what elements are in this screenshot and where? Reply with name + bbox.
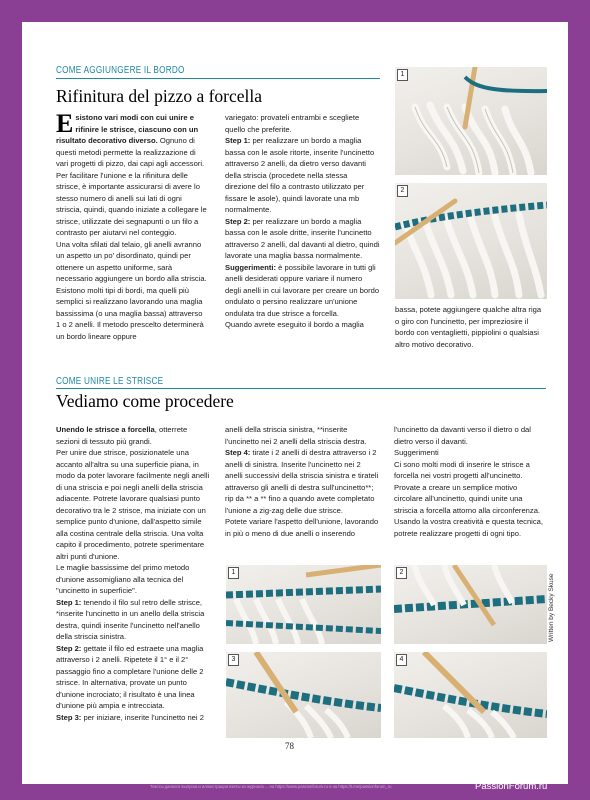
paragraph: variegato: provateli entrambi e scegliete quello che preferite.: [225, 113, 360, 134]
section2-column-1: [56, 424, 211, 723]
author-credit: Written by Becky Skuse: [548, 573, 555, 642]
section2-column-2: [225, 424, 380, 539]
paragraph: Per facilitare l'unione e la rifinitura delle strisce, è importante assicurarsi di avere lo stesso numero di anelli sui lati di ogni striscia, quindi, quando iniziate a collegare le strisce, utilizzate dei segnapunti o un filo a contrasto per aiutarvi nel conteggio.: [56, 170, 207, 237]
lead-bold: sistono vari modi con cui unire e rifinire le strisce, ciascuno con un risultato decorativo diverso.: [56, 113, 199, 145]
step-number-badge: 4: [396, 654, 407, 666]
step-number-badge: 3: [228, 654, 239, 666]
section1-rule: [56, 78, 380, 79]
tips-text: è possibile lavorare in tutti gli anelli desiderati oppure variare il numero degli anelli in cui lavorare per creare un bordo ondulato o persino realizzare un'unione ondulata tra due strisce a forcella.: [225, 262, 380, 318]
photo-step-1: [395, 67, 547, 175]
step-label: Step 1:: [225, 136, 251, 145]
join-illustration: [226, 652, 381, 738]
hairpin-lace-illustration: [395, 67, 547, 175]
paragraph: bassa, potete aggiungere qualche altra riga o giro con l'uncinetto, per impreziosire il bordo con ventaglietti, pippiolini o qualsiasi altro motivo decorativo.: [395, 305, 542, 349]
step-text: per realizzare un bordo a maglia bassa con le asole ritorte, inserite l'uncinetto attraverso 2 anelli, da dietro verso davanti della striscia (procedete nella stessa direzione del filo a contrasto utilizzato per fissare le asole), quindi lavorate una mb normalmente.: [225, 136, 375, 214]
step-text: per iniziare, inserite l'uncinetto nei 2: [81, 712, 204, 722]
paragraph: Una volta sfilati dal telaio, gli anelli avranno un aspetto un po' disordinato, quindi per ottenere un aspetto uniforme, sarà necessario aggiungere un bordo alla striscia. Esistono molti tipi di bordi, ma quelli più semplici si realizzano lavorando una maglia bassissima (o una maglia bassa) attraverso 1 o 2 anelli. Il metodo prescelto determinerà un bordo lineare oppure: [56, 239, 207, 341]
paragraph: Quando avrete eseguito il bordo a maglia: [225, 320, 364, 329]
brand-watermark[interactable]: PassionForum.ru: [475, 781, 548, 792]
lead-text: Ognuno di questi metodi permette la realizzazione di vari progetti di pizzo, dai capi agli accessori.: [56, 136, 205, 168]
section2-kicker: COME UNIRE LE STRISCE: [56, 375, 164, 387]
step-label: Step 3:: [56, 712, 82, 722]
section1-kicker: COME AGGIUNGERE IL BORDO: [56, 64, 185, 76]
section2-rule: [56, 388, 546, 389]
dropcap: E: [56, 109, 74, 138]
step-text: gettate il filo ed estraete una maglia attraverso i 2 anelli. Ripetete il 1° e il 2° passaggio fino a completare l'unione delle 2 strisce. In alternativa, provate un punto d'unione incrociato; il risultato è una linea d'unione più ampia e intrecciata.: [56, 643, 204, 710]
page-number: 78: [285, 741, 294, 751]
tips-label: Suggerimenti: [394, 448, 439, 457]
paragraph: l'uncinetto da davanti verso il dietro o dal dietro verso il davanti.: [394, 425, 531, 446]
step-number-badge: 1: [397, 69, 408, 81]
step-text: tirate i 2 anelli di destra attraverso i 2 anelli di sinistra. Inserite l'uncinetto nei 2 anelli successivi della striscia sinistra e tirateli attraverso gli anelli di destra sull'uncinetto**; rip da ** a ** fino a quando avete completato l'unione a zig-zag delle due strisce.: [225, 448, 379, 515]
section2-column-3: [394, 424, 547, 539]
photo-join-step-2: [394, 565, 547, 644]
step-number-badge: 2: [396, 567, 407, 579]
paragraph: anelli della striscia sinistra, **inserite l'uncinetto nei 2 anelli della striscia destra.: [225, 425, 367, 446]
step-text: per realizzare un bordo a maglia bassa con le asole dritte, inserite l'uncinetto attraverso 2 anelli, dal davanti al dietro, quindi lavorate una maglia bassa normalmente.: [225, 216, 380, 260]
section1-column-1: [56, 109, 208, 342]
photo-join-step-1: [226, 565, 381, 644]
step-label: Step 4:: [225, 448, 251, 457]
step-label: Step 2:: [225, 216, 251, 226]
photo-join-step-3: [226, 652, 381, 738]
step-number-badge: 2: [397, 185, 408, 197]
paragraph: Per unire due strisce, posizionatele una accanto all'altra su una superficie piana, in modo da poter lavorare facilmente negli anelli di una striscia e poi negli anelli della striscia adiacente. Potrete lavorare qualsiasi punto decorativo tra le 2 strisce, ma iniziate con un semplice punto d'unione, dall'aspetto simile alla costina centrale della striscia. Una volta capito il procedimento, potrete sperimentare altri punti d'unione.: [56, 448, 210, 561]
paragraph: Potete variare l'aspetto dell'unione, lavorando in più o meno di due anelli o inserendo: [225, 517, 379, 538]
section1-title: Rifinitura del pizzo a forcella: [56, 86, 263, 106]
step-label: Step 2:: [56, 643, 82, 653]
join-illustration: [394, 652, 547, 738]
section1-column-2: [225, 112, 380, 331]
tips-text: Ci sono molti modi di inserire le strisce a forcella nei vostri progetti all'uncinetto. Provate a creare un semplice motivo circolare all'uncinetto, quindi unite una striscia a forcella attorno alla circonferenza. Usando la vostra creatività e questa tecnica, potrete realizzare progetti di ogni tipo.: [394, 459, 544, 538]
tips-label: Suggerimenti:: [225, 262, 277, 272]
step-number-badge: 1: [228, 567, 239, 579]
join-illustration: [226, 565, 381, 644]
section2-title: Vediamo come procedere: [56, 391, 234, 411]
hairpin-lace-illustration: [395, 183, 547, 299]
source-footnote: Тексты данного выпуска и иллюстрации взяты из журнала ... на https://www.passionforum.ru и на https://t.me/passionforum_ru: [150, 784, 392, 789]
section1-column-3: [395, 304, 547, 350]
join-illustration: [394, 565, 547, 644]
photo-join-step-4: [394, 652, 547, 738]
step-label: Step 1:: [56, 597, 82, 607]
lead-bold: Unendo le strisce a forcella: [56, 425, 155, 434]
photo-step-2: [395, 183, 547, 299]
step-text: tenendo il filo sul retro delle strisce, *inserite l'uncinetto in un anello della striscia destra, quindi inserite l'uncinetto nell'anello della striscia sinistra.: [56, 597, 205, 641]
paragraph: Le maglie bassissime del primo metodo d'unione assomigliano alla tecnica del "uncinetto in superficie".: [56, 563, 190, 595]
lead-text: , otterrete sezioni di tessuto più grandi.: [56, 425, 188, 446]
